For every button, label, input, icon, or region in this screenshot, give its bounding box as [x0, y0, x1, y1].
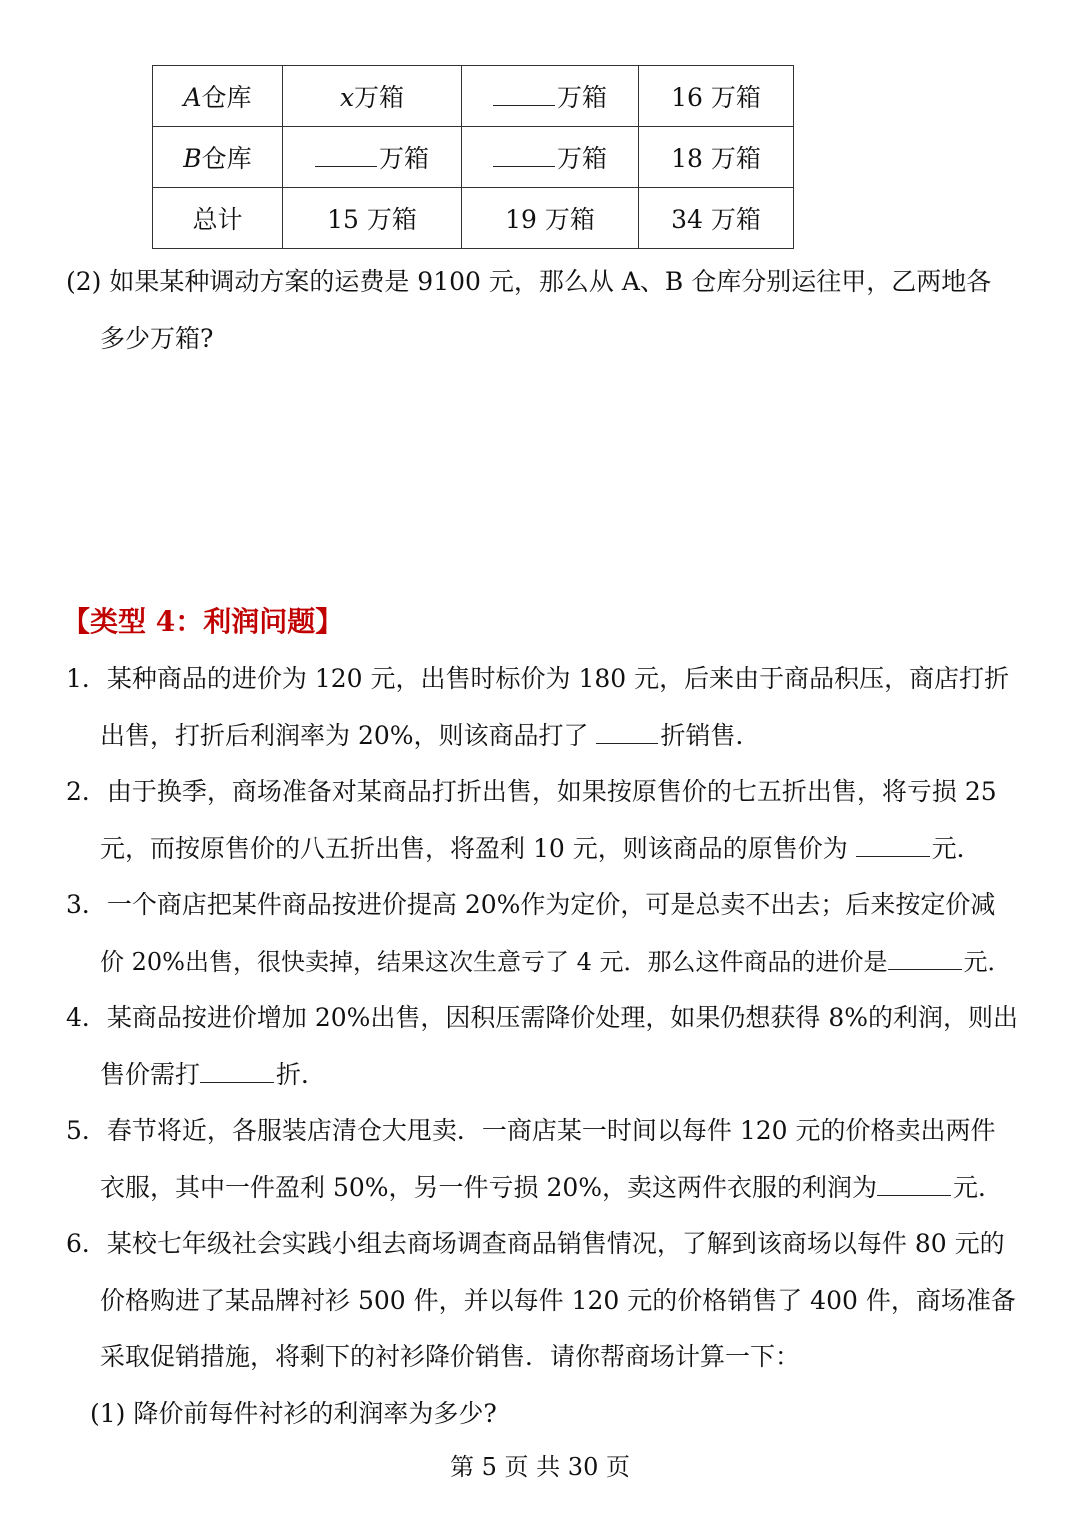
- cell-grand-total: 34 万箱: [639, 188, 794, 249]
- problem-6-line-2: 价格购进了某品牌衬衫 500 件，并以每件 120 元的价格销售了 400 件，商场准备: [100, 1286, 1016, 1315]
- problem-2-line-2: 元，而按原售价的八五折出售，将盈利 10 元，则该商品的原售价为 元．: [100, 834, 982, 863]
- cell-a-total: 16 万箱: [639, 66, 794, 127]
- cell-total-jia: 15 万箱: [283, 188, 462, 249]
- cell-b-total: 18 万箱: [639, 127, 794, 188]
- question-2-line-2: 多少万箱?: [100, 324, 214, 353]
- problem-4-line-2: 售价需打 折．: [100, 1060, 327, 1089]
- problem-6-line-3: 采取促销措施，将剩下的衬衫降价销售．请你帮商场计算一下：: [100, 1342, 801, 1371]
- problem-6-subquestion-1: (1) 降价前每件衬衫的利润率为多少?: [90, 1399, 497, 1428]
- answer-blank[interactable]: [493, 85, 555, 106]
- problem-6-line-1: 6．某校七年级社会实践小组去商场调查商品销售情况，了解到该商场以每件 80 元的: [66, 1229, 1005, 1258]
- problem-5-line-1: 5．春节将近，各服装店清仓大甩卖．一商店某一时间以每件 120 元的价格卖出两件: [66, 1116, 996, 1145]
- answer-blank[interactable]: [877, 1175, 951, 1196]
- row-label-warehouse-b: B仓库: [153, 127, 283, 188]
- problem-4-line-1: 4．某商品按进价增加 20%出售，因积压需降价处理，如果仍想获得 8%的利润，则出: [66, 1003, 1019, 1032]
- table-row: [153, 66, 794, 127]
- answer-blank[interactable]: [596, 723, 658, 744]
- cell-a-to-jia: x万箱: [283, 66, 462, 127]
- cell-a-to-yi: 万箱: [462, 66, 639, 127]
- distribution-table: [152, 65, 794, 249]
- row-label-warehouse-a: A仓库: [153, 66, 283, 127]
- section-heading: 【类型 4：利润问题】: [62, 605, 344, 638]
- cell-b-to-jia: 万箱: [283, 127, 462, 188]
- problem-3-line-1: 3．一个商店把某件商品按进价提高 20%作为定价，可是总卖不出去；后来按定价减: [66, 890, 996, 919]
- problem-1-line-1: 1．某种商品的进价为 120 元，出售时标价为 180 元，后来由于商品积压，商店打折: [66, 664, 1010, 693]
- answer-blank[interactable]: [315, 146, 377, 167]
- problem-5-line-2: 衣服，其中一件盈利 50%，另一件亏损 20%，卖这两件衣服的利润为 元．: [100, 1173, 1004, 1202]
- cell-total-yi: 19 万箱: [462, 188, 639, 249]
- answer-blank[interactable]: [200, 1062, 274, 1083]
- answer-blank[interactable]: [493, 146, 555, 167]
- answer-blank[interactable]: [856, 836, 930, 857]
- row-label-total: 总计: [153, 188, 283, 249]
- table-row: [153, 188, 794, 249]
- problem-2-line-1: 2．由于换季，商场准备对某商品打折出售，如果按原售价的七五折出售，将亏损 25: [66, 777, 997, 806]
- cell-b-to-yi: 万箱: [462, 127, 639, 188]
- problem-1-line-2: 出售，打折后利润率为 20%，则该商品打了 折销售．: [100, 721, 761, 750]
- problem-3-line-2: 价 20%出售，很快卖掉，结果这次生意亏了 4 元．那么这件商品的进价是 元．: [100, 948, 1012, 976]
- question-2-line-1: (2) 如果某种调动方案的运费是 9100 元，那么从 A、B 仓库分别运往甲，乙两地各: [66, 267, 992, 296]
- page-footer: 第 5 页 共 30 页: [450, 1453, 630, 1481]
- table-row: [153, 127, 794, 188]
- answer-blank[interactable]: [888, 949, 962, 970]
